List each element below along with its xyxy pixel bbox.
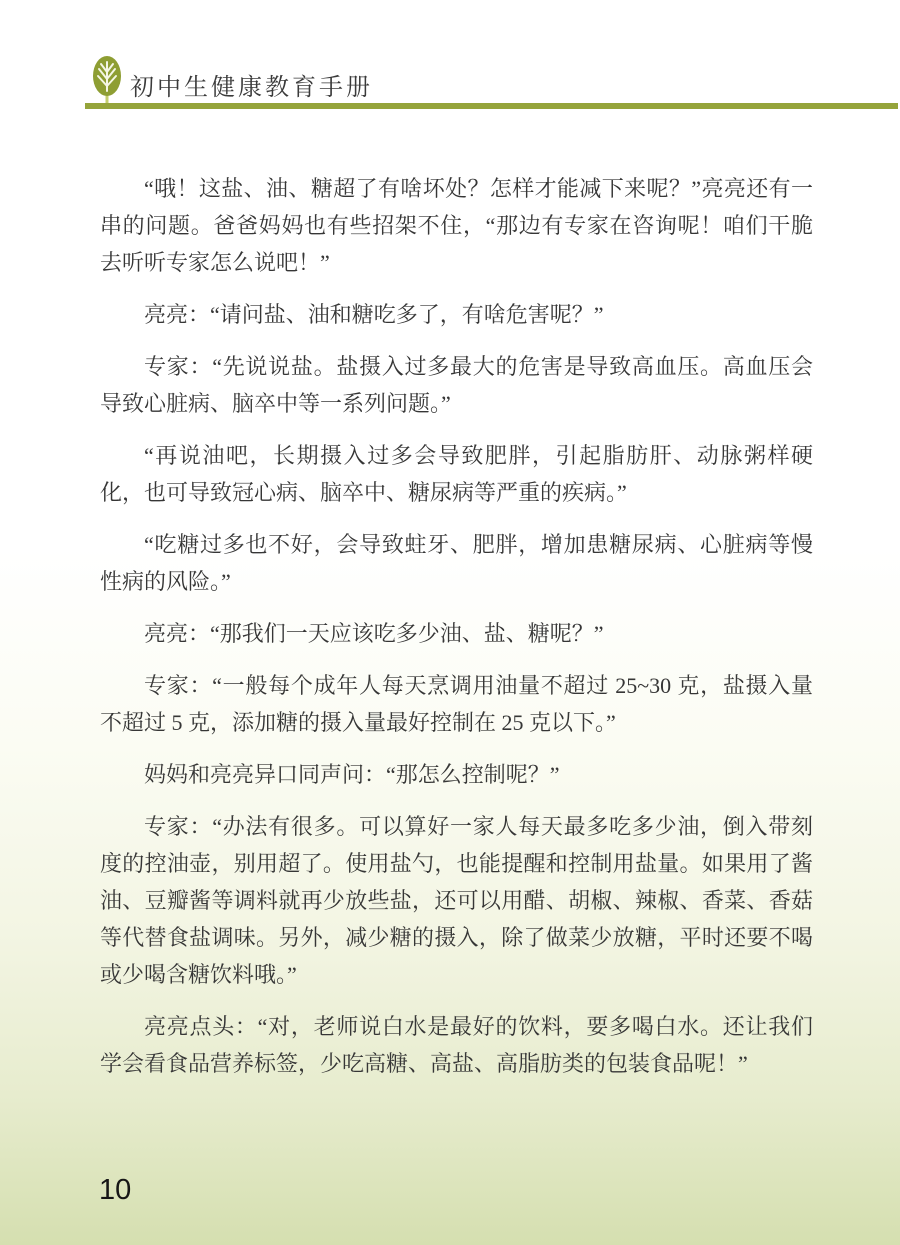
paragraph: 专家：“一般每个成年人每天烹调用油量不超过 25~30 克，盐摄入量不超过 5 克，添加糖的摄入量最好控制在 25 克以下。”	[100, 673, 813, 735]
page-title: 初中生健康教育手册	[130, 75, 373, 101]
paragraph: 专家：“先说说盐。盐摄入过多最大的危害是导致高血压。高血压会导致心脏病、脑卒中等一系列问题。”	[100, 354, 813, 416]
paragraph: 亮亮：“请问盐、油和糖吃多了，有啥危害呢？”	[144, 302, 604, 327]
body-text	[100, 170, 813, 1097]
paragraph: “再说油吧，长期摄入过多会导致肥胖，引起脂肪肝、动脉粥样硬化，也可导致冠心病、脑卒中、糖尿病等严重的疾病。”	[100, 443, 813, 505]
page-number: 10	[99, 1174, 132, 1206]
header-divider	[85, 103, 898, 109]
paragraph: “吃糖过多也不好，会导致蛀牙、肥胖，增加患糖尿病、心脏病等慢性病的风险。”	[100, 532, 813, 594]
paragraph: “哦！这盐、油、糖超了有啥坏处？怎样才能减下来呢？”亮亮还有一串的问题。爸爸妈妈也有些招架不住，“那边有专家在咨询呢！咱们干脆去听听专家怎么说吧！”	[100, 176, 813, 275]
paragraph: 亮亮：“那我们一天应该吃多少油、盐、糖呢？”	[144, 621, 604, 646]
paragraph: 专家：“办法有很多。可以算好一家人每天最多吃多少油，倒入带刻度的控油壶，别用超了。使用盐勺，也能提醒和控制用盐量。如果用了酱油、豆瓣酱等调料就再少放些盐，还可以用醋、胡椒、辣椒、香菜、香菇等代替食盐调味。另外，减少糖的摄入，除了做菜少放糖，平时还要不喝或少喝含糖饮料哦。”	[100, 814, 813, 987]
paragraph: 亮亮点头：“对，老师说白水是最好的饮料，要多喝白水。还让我们学会看食品营养标签，少吃高糖、高盐、高脂肪类的包装食品呢！”	[100, 1014, 813, 1076]
paragraph: 妈妈和亮亮异口同声问：“那怎么控制呢？”	[144, 762, 560, 787]
